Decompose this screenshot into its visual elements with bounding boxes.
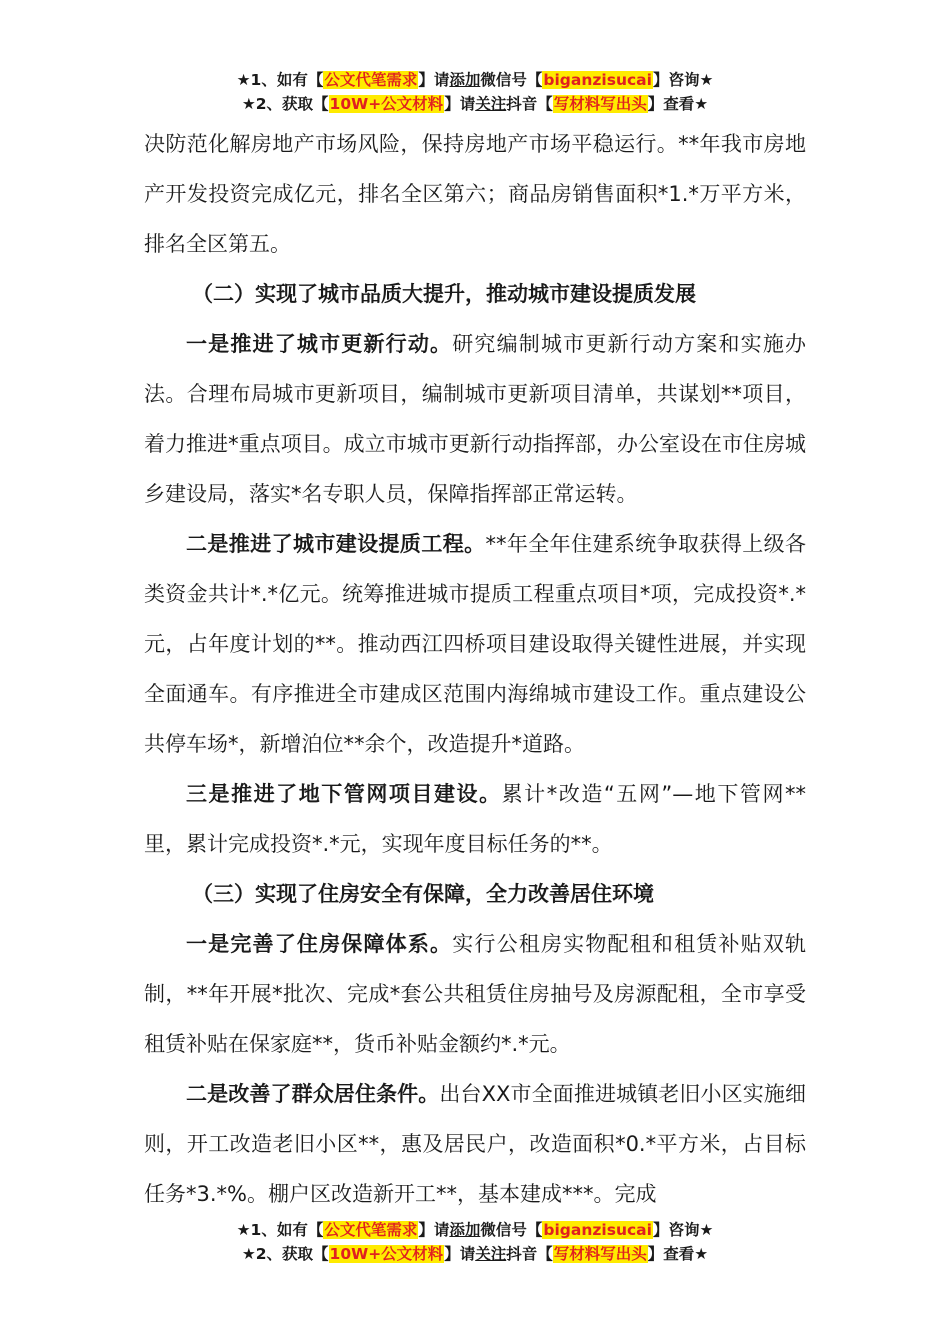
highlight-wechat-id: biganzisucai [543,1221,652,1239]
highlight-service: 公文代笔需求 [324,71,418,89]
paragraph-urban-renewal: 一是推进了城市更新行动。研究编制城市更新行动方案和实施办法。合理布局城市更新项目，编制城市更新项目清单，共谋划**项目，着力推进*重点项目。成立市城市更新行动指挥部，办公室设在市住房城乡建设局，落实*名专职人员，保障指挥部正常运转。 [144,332,807,506]
section-heading-3: （三）实现了住房安全有保障，全力改善居住环境 [192,882,654,906]
paragraph-living-conditions: 二是改善了群众居住条件。出台XX市全面推进城镇老旧小区实施细则，开工改造老旧小区**，惠及居民户，改造面积*0.*平方米，占目标任务*3.*%。棚户区改造新开工**，基本建成***。完成 [144,1082,807,1206]
banner-line-1: ★1、如有【公文代笔需求】请添加微信号【biganzisucai】咨询★ [236,1221,714,1239]
highlight-douyin-id: 写材料写出头 [553,95,647,113]
highlight-service: 公文代笔需求 [324,1221,418,1239]
paragraph-housing-security: 一是完善了住房保障体系。实行公租房实物配租和租赁补贴双轨制，**年开展*批次、完成*套公共租赁住房抽号及房源配租，全市享受租赁补贴在保家庭**，货币补贴金额约*.*元。 [144,932,807,1056]
banner-line-1: ★1、如有【公文代笔需求】请添加微信号【biganzisucai】咨询★ [236,71,714,89]
document-body [144,119,806,1219]
paragraph-city-quality: 二是推进了城市建设提质工程。**年全年住建系统争取获得上级各类资金共计*.*亿元。统筹推进城市提质工程重点项目*项，完成投资*.*元，占年度计划的**。推动西江四桥项目建设取得关键性进展，并实现全面通车。有序推进全市建成区范围内海绵城市建设工作。重点建设公共停车场*，新增泊位**余个，改造提升*道路。 [144,532,806,756]
bottom-banner [0,1218,950,1266]
banner-line-2: ★2、获取【10W+公文材料】请关注抖音【写材料写出头】查看★ [241,95,709,113]
top-banner [0,68,950,116]
highlight-douyin-id: 写材料写出头 [553,1245,647,1263]
highlight-materials: 10W+公文材料 [329,1245,444,1263]
banner-line-2: ★2、获取【10W+公文材料】请关注抖音【写材料写出头】查看★ [241,1245,709,1263]
paragraph-pipeline: 三是推进了地下管网项目建设。累计*改造“五网”—地下管网**里，累计完成投资*.*元，实现年度目标任务的**。 [144,782,806,856]
paragraph-continuation: 决防范化解房地产市场风险，保持房地产市场平稳运行。**年我市房地产开发投资完成亿元，排名全区第六；商品房销售面积*1.*万平方米，排名全区第五。 [144,132,806,256]
highlight-materials: 10W+公文材料 [329,95,444,113]
highlight-wechat-id: biganzisucai [543,71,652,89]
section-heading-2: （二）实现了城市品质大提升，推动城市建设提质发展 [192,282,696,306]
